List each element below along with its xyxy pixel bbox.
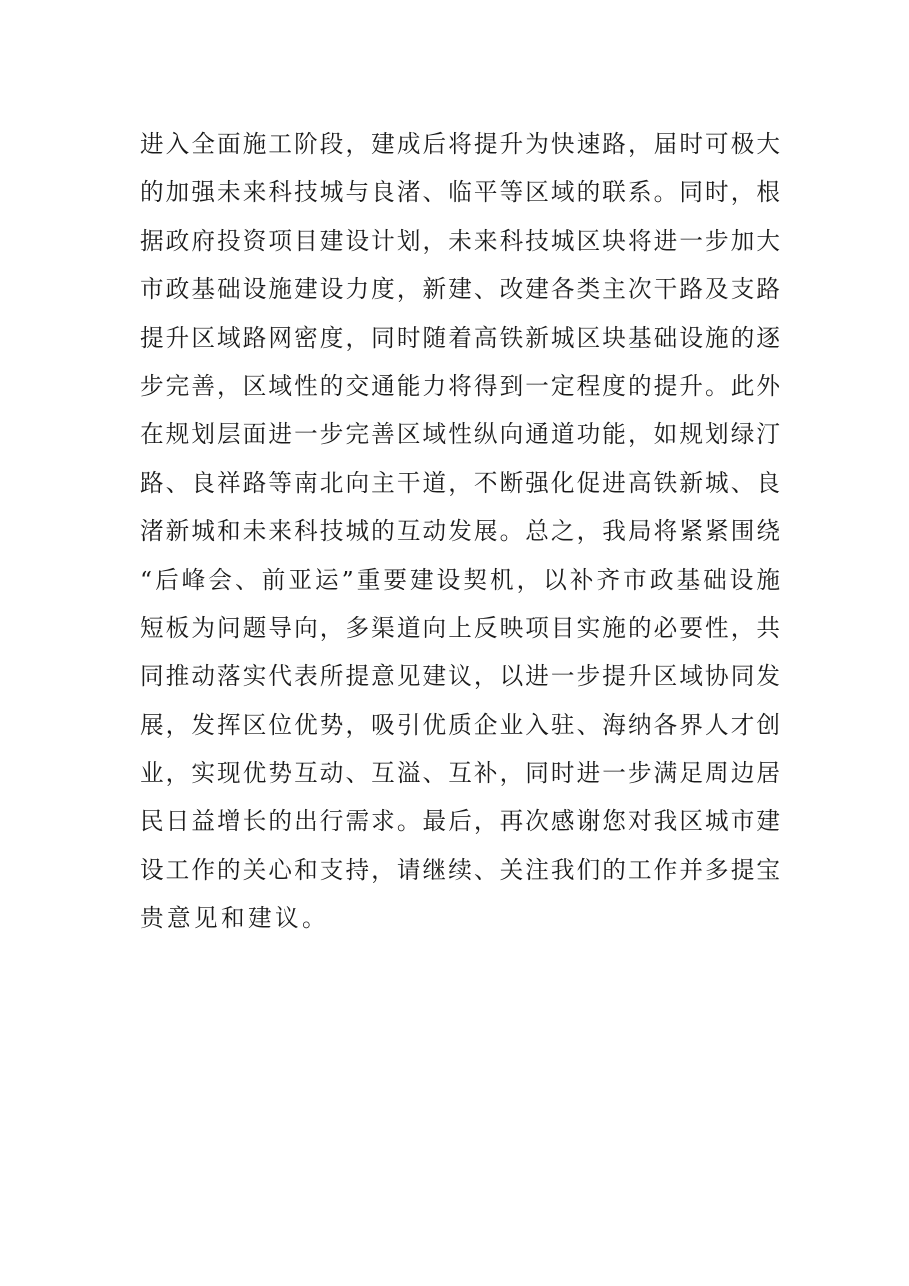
text-line: 路、良祥路等南北向主干道，不断强化促进高铁新城、良 [140, 468, 780, 497]
text-line: 市政基础设施建设力度，新建、改建各类主次干路及支路 [140, 275, 780, 304]
text-line-last: 贵意见和建议。 [140, 904, 329, 933]
text-line: 民日益增长的出行需求。最后，再次感谢您对我区城市建 [140, 807, 780, 836]
text-line: 步完善，区域性的交通能力将得到一定程度的提升。此外 [140, 371, 780, 400]
text-line: 的加强未来科技城与良渚、临平等区域的联系。同时，根 [140, 178, 780, 207]
text-line: 业，实现优势互动、互溢、互补，同时进一步满足周边居 [140, 759, 780, 788]
text-line: 进入全面施工阶段，建成后将提升为快速路，届时可极大 [140, 130, 780, 158]
text-line: 渚新城和未来科技城的互动发展。总之，我局将紧紧围绕 [140, 517, 780, 546]
text-line: “后峰会、前亚运”重要建设契机，以补齐市政基础设施 [140, 565, 780, 594]
text-line: 在规划层面进一步完善区域性纵向通道功能，如规划绿汀 [140, 420, 780, 449]
text-line: 提升区域路网密度，同时随着高铁新城区块基础设施的逐 [140, 323, 780, 352]
body-paragraph [140, 120, 780, 943]
text-line: 同推动落实代表所提意见建议，以进一步提升区域协同发 [140, 662, 780, 691]
text-line: 据政府投资项目建设计划，未来科技城区块将进一步加大 [140, 226, 780, 255]
text-line: 展，发挥区位优势，吸引优质企业入驻、海纳各界人才创 [140, 710, 780, 739]
text-line: 短板为问题导向，多渠道向上反映项目实施的必要性，共 [140, 613, 780, 642]
text-line: 设工作的关心和支持，请继续、关注我们的工作并多提宝 [140, 855, 780, 884]
